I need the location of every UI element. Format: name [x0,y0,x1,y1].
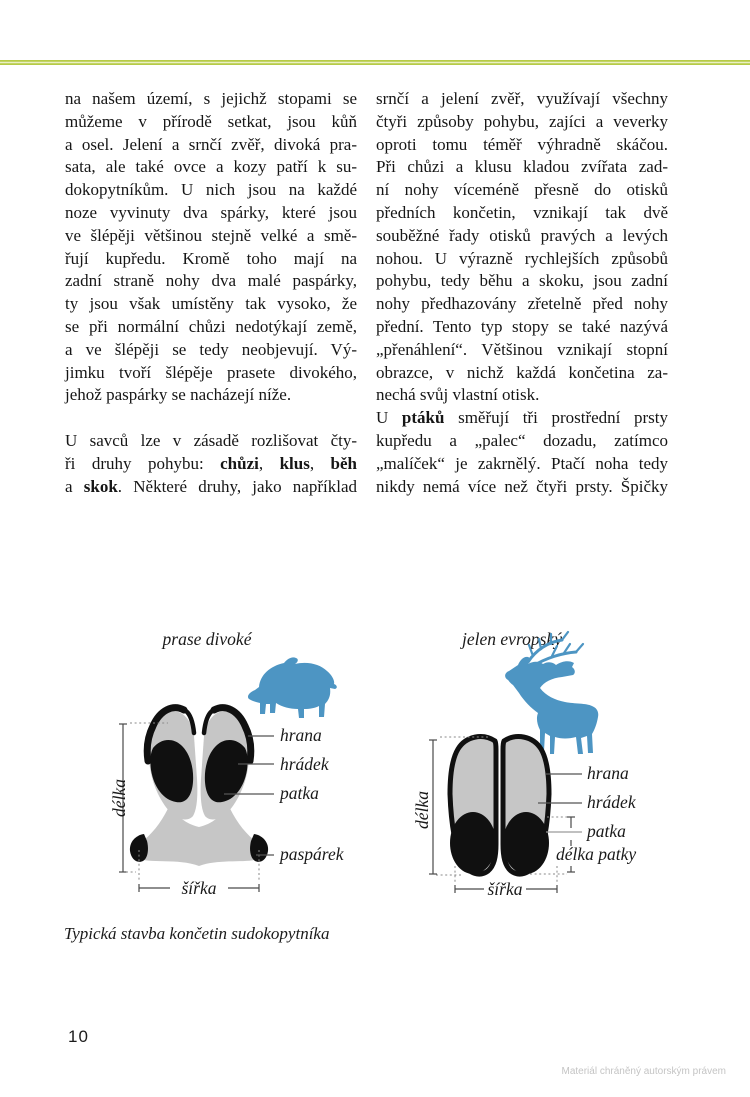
deer-track-print [450,737,549,874]
deer-label-sirka: šířka [487,879,523,899]
text-line: kupředu a „palec“ dozadu, zatímco [376,430,668,450]
text-line: se při normální chůzi nedotýkají země, [65,316,357,336]
boar-label-delka: délka [109,779,129,817]
text-line: obrazce, v nichž každá končetina za- [376,362,668,382]
boar-track-diagram [100,620,400,905]
boar-silhouette-icon [248,657,337,718]
boar-label-patka: patka [280,783,319,803]
text-line: srnčí a jelení zvěř, využívají všechny [376,89,668,108]
deer-label-hrana: hrana [587,763,629,783]
paragraph [376,88,668,407]
text-line: na našem území, s jejichž stopami se [65,89,357,108]
text-line: ty jsou však umístěny tak vysoko, že [65,294,357,314]
text-line: řují kupředu. Kromě toho mají na [65,248,357,268]
text-line: pohybu, tedy běhu a skoku, jsou zadní [376,271,668,291]
text-line: a osel. Jelení a srnčí zvěř, divoká pra- [65,134,357,154]
deer-track-diagram [400,620,730,905]
text-line: jehož paspárky se nacházejí níže. [65,385,292,405]
text-line: Při chůzi a klusu kladou zvířata zad- [376,157,668,177]
deer-label-patka: patka [587,821,626,841]
text-line: a skok. Některé druhy, jako například [65,476,357,496]
copyright-notice: Materiál chráněný autorským právem [561,1066,726,1077]
text-line: „malíček“ je zakrnělý. Ptačí noha tedy [376,453,668,473]
text-line: „přenáhlení“. Většinou vznikají stopní [376,339,668,359]
text-line: nechá svůj vlastní otisk. [376,385,540,405]
text-line: nikdy nemá více než čtyři prsty. Špičky [376,476,668,496]
text-line: zadní straně nohy dva malé paspárky, [65,271,357,291]
text-line: ři druhy pohybu: chůzi, klus, běh [65,453,357,473]
text-line: nohou. U výrazně rychlejších způsobů [376,248,668,268]
text-line: jimku tvoří šlépěje prasete divokého, [65,362,357,382]
boar-label-hradek: hrádek [280,754,329,774]
text-line: U savců lze v zásadě rozlišovat čty- [65,430,357,450]
text-line: předních končetin, vznikají tak dvě [376,202,668,222]
text-line: souběžné řady otisků pravých a levých [376,225,668,245]
header-rule [0,60,750,65]
figure-caption: Typická stavba končetin sudokopytníka [64,924,330,943]
text-line: oproti tomu téměř výhradně skáčou. [376,134,668,154]
text-line: dokopytníkům. U nich jsou na každé [65,180,357,200]
text-line: nohy předhazovány zřetelně před nohy [376,294,668,314]
text-line: přední. Tento typ stopy se také nazývá [376,316,668,336]
text-column-right [376,88,668,498]
text-column-left [65,88,357,498]
paragraph [65,430,357,498]
text-line: a ve šlépěji se tedy neobjevují. Vý- [65,339,357,359]
boar-label-hrana: hrana [280,725,322,745]
text-line: noze vyvinuty dva spárky, které jsou [65,202,357,222]
text-line: ní nohy víceméně přesně do otisků [376,180,668,200]
text-line: čtyři způsoby pohybu, zajíci a veverky [376,111,668,131]
text-line: U ptáků směřují tři prostřední prsty [376,408,669,428]
deer-label-delka: délka [412,791,432,829]
boar-label-sirka: šířka [181,878,217,898]
text-line: ve šlépěji většinou stejně velké a smě- [65,225,357,245]
text-line: můžeme v přírodě setkat, jsou kůň [65,111,357,131]
boar-figure-title: prase divoké [162,629,252,649]
deer-label-hradek: hrádek [587,792,636,812]
text-line: sata, ale také ovce a kozy patří k su- [65,157,357,177]
boar-track-print [130,708,268,866]
deer-figure-title: jelen evropský [462,629,562,649]
page-number: 10 [68,1027,89,1046]
paragraph [65,88,357,407]
paragraph [376,407,668,498]
deer-label-delka-patky: délka patky [556,844,637,864]
boar-label-pasparek: paspárek [280,844,344,864]
